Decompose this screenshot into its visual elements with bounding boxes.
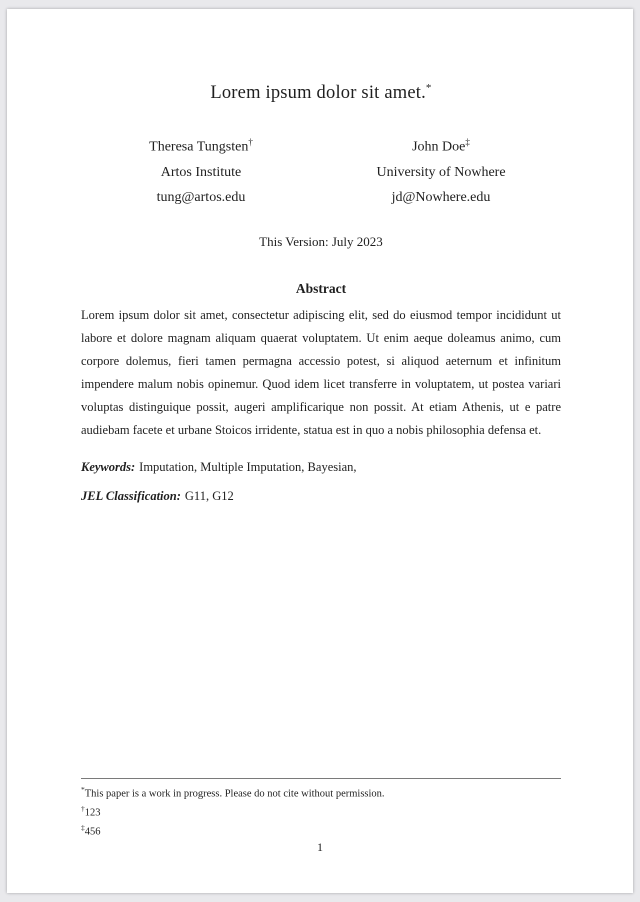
footnote-2-text: 123 [84, 807, 101, 819]
author-2 [321, 130, 561, 210]
jel-label: JEL Classification: [81, 488, 181, 503]
author-2-name-line [321, 130, 561, 160]
keywords-line [81, 459, 561, 476]
author-1-email: tung@artos.edu [156, 189, 246, 205]
footnote-3-text: 456 [84, 826, 101, 838]
footnote-3 [81, 821, 561, 840]
jel-line [81, 488, 561, 505]
abstract-text: Lorem ipsum dolor sit amet, consectetur adipiscing elit, sed do eiusmod tempor incididunt ut labore et dolore magnam aliquam quaerat voluptatem. Ut enim aeque doleamus animo, cum corpore dolemus, fieri tamen permagna accessio potest, si aliquod aeternum et infinitum impendere malum nobis opinemur. Quod idem licet transferre in voluptatem, ut postea variari voluptas distinguique possit, augeri amplificarique non possit. At etiam Athenis, ut e patre audiebam facete et urbane Stoicos irridente, statua est in quo a nobis philosophia defensa et. [81, 307, 561, 437]
author-2-name: John Doe [412, 139, 466, 155]
footnote-2-marker: † [81, 804, 85, 813]
footnote-block [81, 778, 561, 840]
author-1-footnote-marker: † [248, 137, 253, 148]
footnote-rule [81, 778, 561, 779]
author-1 [81, 130, 321, 210]
author-1-name: Theresa Tungsten [149, 139, 249, 155]
keywords-value: Imputation, Multiple Imputation, Bayesian, [139, 459, 357, 474]
author-1-affiliation: Artos Institute [160, 164, 242, 180]
paper-title [81, 82, 561, 104]
page-number: 1 [317, 840, 323, 854]
author-block [81, 130, 561, 210]
keywords-label: Keywords: [81, 459, 136, 474]
title-footnote-marker: * [425, 82, 432, 94]
footnote-1-marker: * [81, 785, 85, 794]
footnote-1 [81, 783, 561, 802]
paper-page [7, 9, 633, 893]
author-2-email: jd@Nowhere.edu [391, 189, 491, 205]
paper-title-text: Lorem ipsum dolor sit amet. [210, 83, 426, 104]
author-1-name-line [81, 130, 321, 160]
version-line: This Version: July 2023 [259, 233, 383, 249]
footnote-3-marker: ‡ [81, 823, 85, 832]
footnote-2 [81, 802, 561, 821]
jel-value: G11, G12 [184, 488, 234, 503]
author-2-affiliation: University of Nowhere [376, 164, 506, 180]
footnote-1-text: This paper is a work in progress. Please do not cite without permission. [84, 788, 385, 800]
author-2-footnote-marker: ‡ [465, 137, 470, 148]
abstract-heading: Abstract [295, 280, 347, 296]
